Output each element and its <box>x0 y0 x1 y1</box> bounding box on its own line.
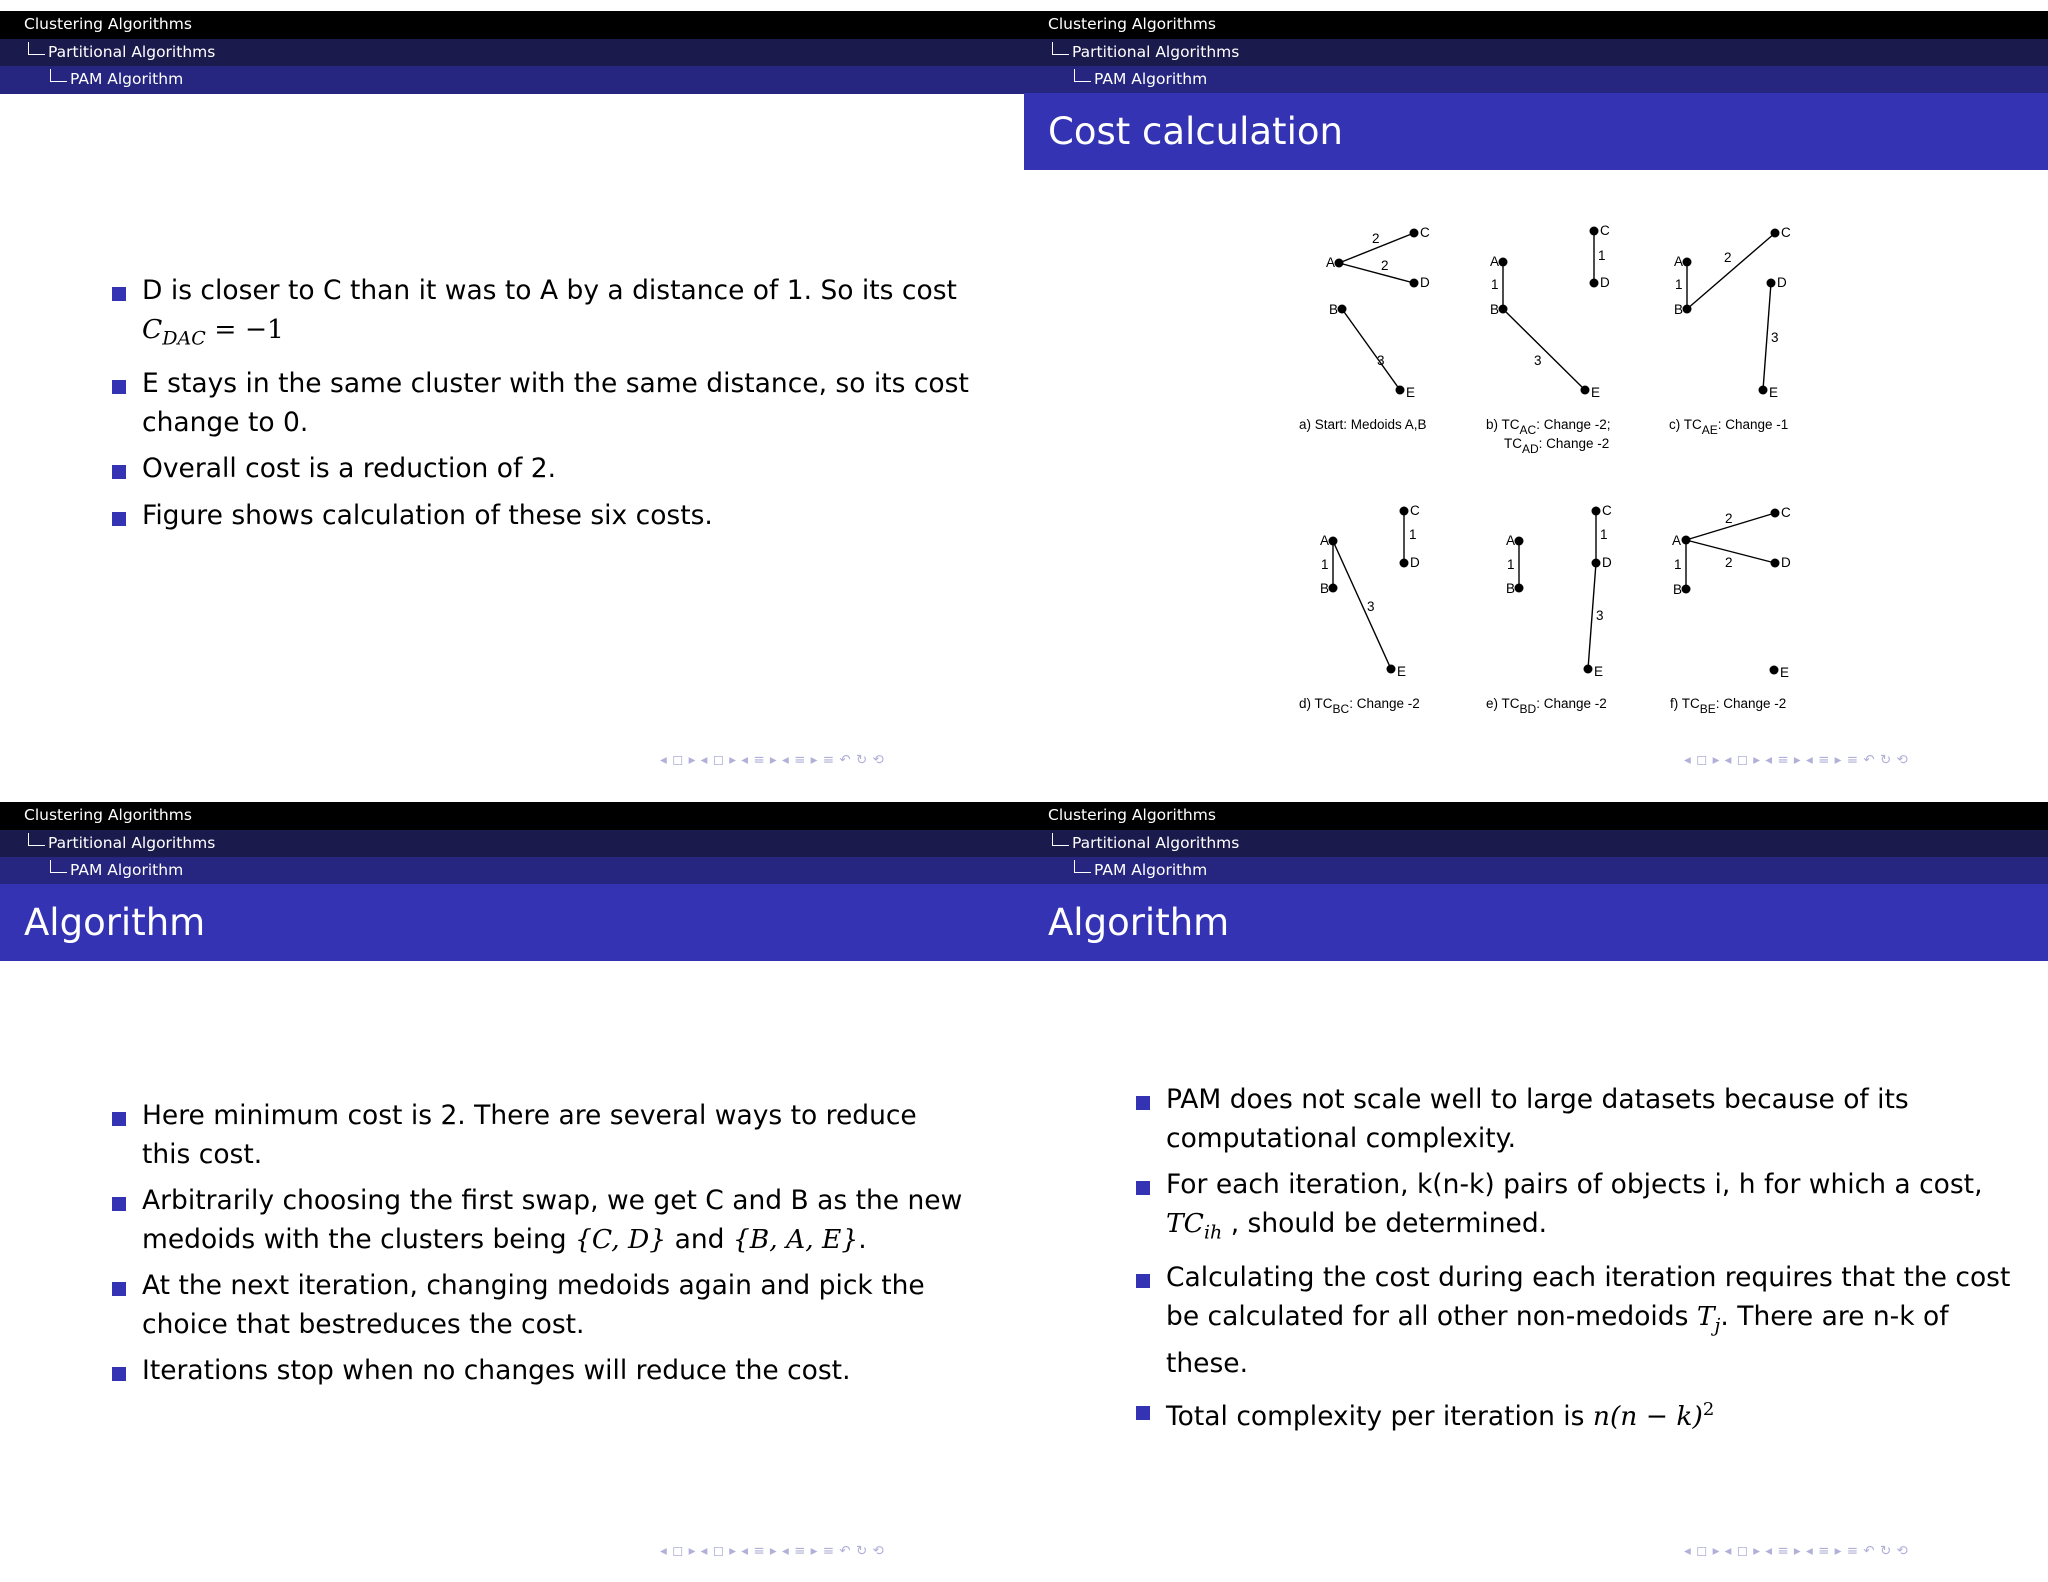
svg-text:3: 3 <box>1367 599 1375 614</box>
list-item: D is closer to C than it was to A by a distance of 1. So its cost $C_{DAC} = -1$ <box>112 272 972 357</box>
svg-text:d) TCBC: Change -2: d) TCBC: Change -2 <box>1299 696 1420 716</box>
svg-text:D: D <box>1410 555 1420 570</box>
header-subsubsection: PAM Algorithm <box>1024 857 2048 885</box>
header-section: Clustering Algorithms <box>1024 802 2048 830</box>
slide-algorithm-1 <box>0 791 1024 1582</box>
header-subsection: Partitional Algorithms <box>1024 830 2048 858</box>
list-item: Here minimum cost is 2. There are several ways to reduce this cost. <box>112 1097 972 1174</box>
svg-text:2: 2 <box>1725 511 1733 526</box>
list-item: Figure shows calculation of these six costs. <box>112 497 972 536</box>
slide1-content <box>112 272 972 543</box>
svg-text:B: B <box>1674 302 1684 317</box>
svg-text:E: E <box>1594 664 1604 679</box>
header-section: Clustering Algorithms <box>1024 11 2048 39</box>
header-subsection: Partitional Algorithms <box>1024 39 2048 67</box>
svg-text:b) TCAC: Change -2;: b) TCAC: Change -2; <box>1486 417 1611 437</box>
svg-text:3: 3 <box>1377 353 1385 368</box>
pam-cost-figure <box>1284 210 1824 730</box>
list-item: PAM does not scale well to large datasets because of its computational complexity. <box>1136 1081 2016 1158</box>
svg-text:C: C <box>1602 503 1612 518</box>
svg-text:1: 1 <box>1674 557 1682 572</box>
header-subsection: Partitional Algorithms <box>0 39 1024 67</box>
slide-cost-calculation <box>1024 0 2048 791</box>
header-section: Clustering Algorithms <box>0 11 1024 39</box>
svg-text:D: D <box>1600 275 1610 290</box>
svg-text:3: 3 <box>1771 330 1779 345</box>
svg-text:2: 2 <box>1372 231 1380 246</box>
svg-text:1: 1 <box>1491 277 1499 292</box>
svg-text:D: D <box>1602 555 1612 570</box>
svg-text:A: A <box>1320 533 1330 548</box>
svg-text:D: D <box>1781 555 1791 570</box>
svg-text:C: C <box>1410 503 1420 518</box>
svg-text:C: C <box>1600 223 1610 238</box>
slide4-content <box>1136 1081 2016 1444</box>
svg-text:A: A <box>1674 254 1684 269</box>
svg-text:E: E <box>1780 665 1790 680</box>
svg-text:B: B <box>1506 581 1516 596</box>
bullet-list <box>1136 1081 2016 1436</box>
navigation-symbols[interactable]: ◂ ◻ ▸ ◂ ◻ ▸ ◂ ≡ ▸ ◂ ≡ ▸ ≡ ↶ ↻ ⟲ <box>660 752 885 768</box>
svg-text:1: 1 <box>1507 557 1515 572</box>
svg-text:A: A <box>1326 255 1336 270</box>
svg-text:3: 3 <box>1534 353 1542 368</box>
svg-text:TCAD: Change -2: TCAD: Change -2 <box>1504 436 1610 456</box>
svg-text:c) TCAE: Change -1: c) TCAE: Change -1 <box>1669 417 1789 437</box>
svg-text:2: 2 <box>1381 258 1389 273</box>
svg-text:3: 3 <box>1596 608 1604 623</box>
svg-text:C: C <box>1781 505 1791 520</box>
slide-title: Algorithm <box>1024 884 2048 961</box>
svg-text:B: B <box>1329 302 1339 317</box>
list-item: Arbitrarily choosing the first swap, we get C and B as the new medoids with the clusters being {C, D} and {B, A, E}. <box>112 1182 972 1259</box>
navigation-symbols[interactable]: ◂ ◻ ▸ ◂ ◻ ▸ ◂ ≡ ▸ ◂ ≡ ▸ ≡ ↶ ↻ ⟲ <box>660 1543 885 1559</box>
navigation-symbols[interactable]: ◂ ◻ ▸ ◂ ◻ ▸ ◂ ≡ ▸ ◂ ≡ ▸ ≡ ↶ ↻ ⟲ <box>1684 752 1909 768</box>
list-item: Overall cost is a reduction of 2. <box>112 450 972 489</box>
header-subsection: Partitional Algorithms <box>0 830 1024 858</box>
svg-text:A: A <box>1672 533 1682 548</box>
header-subsubsection: PAM Algorithm <box>0 66 1024 94</box>
svg-text:E: E <box>1406 385 1416 400</box>
svg-text:A: A <box>1490 254 1500 269</box>
navigation-symbols[interactable]: ◂ ◻ ▸ ◂ ◻ ▸ ◂ ≡ ▸ ◂ ≡ ▸ ≡ ↶ ↻ ⟲ <box>1684 1543 1909 1559</box>
svg-text:e) TCBD: Change -2: e) TCBD: Change -2 <box>1486 696 1607 716</box>
svg-text:A: A <box>1506 533 1516 548</box>
svg-text:E: E <box>1397 664 1407 679</box>
slide3-content <box>112 1097 972 1399</box>
svg-text:C: C <box>1420 225 1430 240</box>
list-item: Calculating the cost during each iteration requires that the cost be calculated for all other non-medoids $T_j$. There are n-k of these. <box>1136 1259 2016 1383</box>
svg-text:1: 1 <box>1598 248 1606 263</box>
svg-text:B: B <box>1320 581 1330 596</box>
svg-text:E: E <box>1591 385 1601 400</box>
list-item: E stays in the same cluster with the same distance, so its cost change to 0. <box>112 365 972 442</box>
slide-cost-explanation <box>0 0 1024 791</box>
svg-text:1: 1 <box>1600 527 1608 542</box>
list-item: At the next iteration, changing medoids again and pick the choice that bestreduces the cost. <box>112 1267 972 1344</box>
header-subsubsection: PAM Algorithm <box>0 857 1024 885</box>
svg-text:C: C <box>1781 225 1791 240</box>
svg-text:D: D <box>1777 275 1787 290</box>
list-item: Total complexity per iteration is $n(n - k)^2$ <box>1136 1391 2016 1436</box>
list-item: Iterations stop when no changes will reduce the cost. <box>112 1352 972 1391</box>
svg-text:B: B <box>1673 582 1683 597</box>
svg-text:1: 1 <box>1675 277 1683 292</box>
bullet-list <box>112 272 972 535</box>
svg-text:2: 2 <box>1725 555 1733 570</box>
svg-text:f) TCBE: Change -2: f) TCBE: Change -2 <box>1670 696 1787 716</box>
svg-text:D: D <box>1420 275 1430 290</box>
svg-text:2: 2 <box>1724 250 1732 265</box>
slide-algorithm-2 <box>1024 791 2048 1582</box>
slide-title: Algorithm <box>0 884 1024 961</box>
svg-text:B: B <box>1490 302 1500 317</box>
svg-text:a) Start: Medoids A,B: a) Start: Medoids A,B <box>1299 417 1427 432</box>
svg-text:1: 1 <box>1321 557 1329 572</box>
bullet-list <box>112 1097 972 1391</box>
slide-title: Cost calculation <box>1024 93 2048 170</box>
header-section: Clustering Algorithms <box>0 802 1024 830</box>
svg-text:1: 1 <box>1409 527 1417 542</box>
svg-text:E: E <box>1769 385 1779 400</box>
header-subsubsection: PAM Algorithm <box>1024 66 2048 94</box>
list-item: For each iteration, k(n-k) pairs of objects i, h for which a cost, $TC_{ih}$ , should be determined. <box>1136 1166 2016 1251</box>
